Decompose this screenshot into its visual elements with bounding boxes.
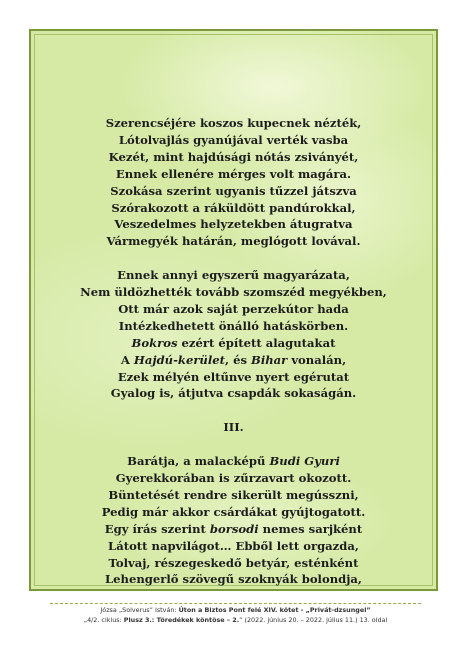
footer-rule bbox=[50, 603, 421, 604]
footer-section-title: Plusz 3.: Töredékek köntöse – 2. bbox=[123, 616, 240, 624]
footer-author: Józsa „Solverus” István: bbox=[100, 606, 179, 614]
italic-place: borsodi bbox=[209, 521, 259, 536]
poem-line bbox=[31, 335, 436, 352]
poem-line: Kezét, mint hajdúsági nótás zsiványét, bbox=[108, 149, 359, 164]
poem-line: Ezek mélyén eltűnve nyert egérutat bbox=[117, 369, 350, 384]
poem-line: Veszedelmes helyzetekben átugratva bbox=[114, 217, 353, 232]
footer-line-1 bbox=[0, 605, 471, 615]
poem-line: Ennek ellenére mérges volt magára. bbox=[115, 166, 352, 181]
poem-line bbox=[31, 453, 436, 470]
stanza-2 bbox=[31, 267, 436, 402]
poem-line: Ennek annyi egyszerű magyarázata, bbox=[117, 268, 350, 283]
stanza-1 bbox=[31, 115, 436, 250]
line-text: vonalán, bbox=[287, 352, 347, 367]
footer-line-2 bbox=[0, 615, 471, 625]
line-text: A bbox=[120, 352, 134, 367]
poem-line: Intézkedhetett önálló hatáskörben. bbox=[118, 318, 349, 333]
stanza-3 bbox=[31, 453, 436, 588]
footer-book-title: Úton a Biztos Pont felé XIV. kötet - „Privát-dzsungel” bbox=[178, 606, 371, 614]
poem-line bbox=[31, 352, 436, 369]
poem-line: Vármegyék határán, meglógott lovával. bbox=[106, 234, 361, 249]
poem-line: Gyerekkorában is zűrzavart okozott. bbox=[115, 470, 352, 485]
section-number: III. bbox=[223, 420, 244, 435]
poem-line: Pedig már akkor csárdákat gyújtogatott. bbox=[101, 504, 366, 519]
page-footer bbox=[0, 605, 471, 625]
poem-line: Lehengerlő szövegű szoknyák bolondja, bbox=[105, 572, 362, 587]
footer-cycle: „4/2. ciklus: bbox=[83, 616, 124, 624]
poem-line: Szerencséjére koszos kupecnek nézték, bbox=[105, 116, 362, 130]
line-text: Egy írás szerint bbox=[104, 521, 210, 536]
line-text: , és bbox=[225, 352, 252, 367]
line-text: nemes sarjként bbox=[258, 521, 363, 536]
italic-place: Hajdú-kerület bbox=[133, 352, 225, 367]
poem-line: Ott már azok saját perzekútor hada bbox=[118, 301, 349, 316]
line-text: ezért épített alagutakat bbox=[177, 335, 336, 350]
poem-body bbox=[31, 115, 436, 605]
italic-name: Bokros bbox=[131, 335, 178, 350]
poem-line: Gyalog is, átjutva csapdák sokaságán. bbox=[110, 386, 357, 401]
poem-line: Szokása szerint ugyanis tűzzel játszva bbox=[110, 183, 357, 198]
poem-line: Látott napvilágot… Ebből lett orgazda, bbox=[108, 538, 359, 553]
poem-line: Büntetését rendre sikerült megússzni, bbox=[108, 487, 359, 502]
line-text: Barátja, a malacképű bbox=[127, 454, 270, 469]
page-frame bbox=[29, 29, 438, 591]
poem-line: Nem üldözhették tovább szomszéd megyékben, bbox=[80, 285, 387, 300]
poem-line: Lótolvajlás gyanújával verték vasba bbox=[118, 132, 349, 147]
italic-place: Bihar bbox=[251, 352, 288, 367]
footer-dates-page: ” (2022. június 20. – 2022. július 11.) 13. oldal bbox=[239, 616, 388, 624]
poem-line bbox=[31, 521, 436, 538]
poem-line: Tolvaj, részegeskedő betyár, esténként bbox=[108, 555, 359, 570]
poem-line: Szórakozott a ráküldött pandúrokkal, bbox=[111, 200, 356, 215]
italic-name: Budi Gyuri bbox=[269, 454, 340, 469]
